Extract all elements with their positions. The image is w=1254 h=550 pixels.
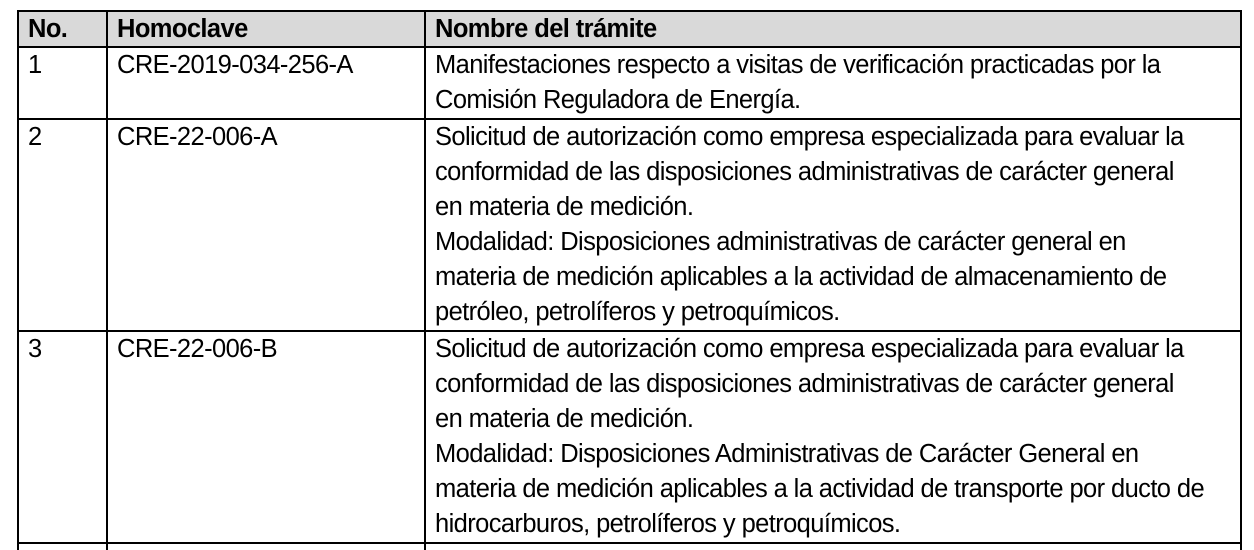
tramite-text-line: materia de medición aplicables a la actividad de almacenamiento de	[435, 263, 1167, 291]
row-nombre-empty	[425, 543, 1241, 550]
row-homoclave-empty	[107, 543, 425, 550]
table-row	[18, 331, 1241, 543]
tramite-text-line: conformidad de las disposiciones administrativas de carácter general	[435, 370, 1174, 398]
table-row	[18, 119, 1241, 331]
header-nombre-tramite: Nombre del trámite	[425, 11, 1241, 47]
row-nombre-tramite	[425, 331, 1241, 543]
tramite-text-line: en materia de medición.	[435, 193, 694, 221]
table-header	[18, 11, 1241, 47]
row-homoclave: CRE-22-006-B	[107, 331, 425, 543]
header-row	[18, 11, 1241, 47]
tramite-text-line: hidrocarburos, petrolíferos y petroquímicos.	[435, 510, 901, 538]
tramite-text-line: conformidad de las disposiciones administrativas de carácter general	[435, 158, 1174, 186]
table-body	[18, 47, 1241, 550]
tramite-text-line: en materia de medición.	[435, 405, 694, 433]
tramite-text-line: materia de medición aplicables a la actividad de transporte por ducto de	[435, 475, 1205, 503]
row-number-empty	[18, 543, 107, 550]
tramite-text-line: Comisión Reguladora de Energía.	[435, 86, 801, 114]
tramite-text-line: petróleo, petrolíferos y petroquímicos.	[435, 298, 840, 326]
row-nombre-tramite	[425, 47, 1241, 119]
table-row	[18, 47, 1241, 119]
tramite-text-line: Modalidad: Disposiciones Administrativas de Carácter General en	[435, 440, 1139, 468]
table-row-partial	[18, 543, 1241, 550]
header-no: No.	[18, 11, 107, 47]
row-number: 2	[18, 119, 107, 331]
tramite-text-line: Solicitud de autorización como empresa especializada para evaluar la	[435, 123, 1184, 151]
header-homoclave: Homoclave	[107, 11, 425, 47]
tramite-text-line: Solicitud de autorización como empresa especializada para evaluar la	[435, 335, 1184, 363]
row-number: 1	[18, 47, 107, 119]
tramite-text-line: Manifestaciones respecto a visitas de verificación practicadas por la	[435, 51, 1161, 79]
row-homoclave: CRE-2019-034-256-A	[107, 47, 425, 119]
row-number: 3	[18, 331, 107, 543]
tramite-text-line: Modalidad: Disposiciones administrativas de carácter general en	[435, 228, 1126, 256]
row-nombre-tramite	[425, 119, 1241, 331]
row-homoclave: CRE-22-006-A	[107, 119, 425, 331]
tramites-table	[17, 10, 1242, 550]
